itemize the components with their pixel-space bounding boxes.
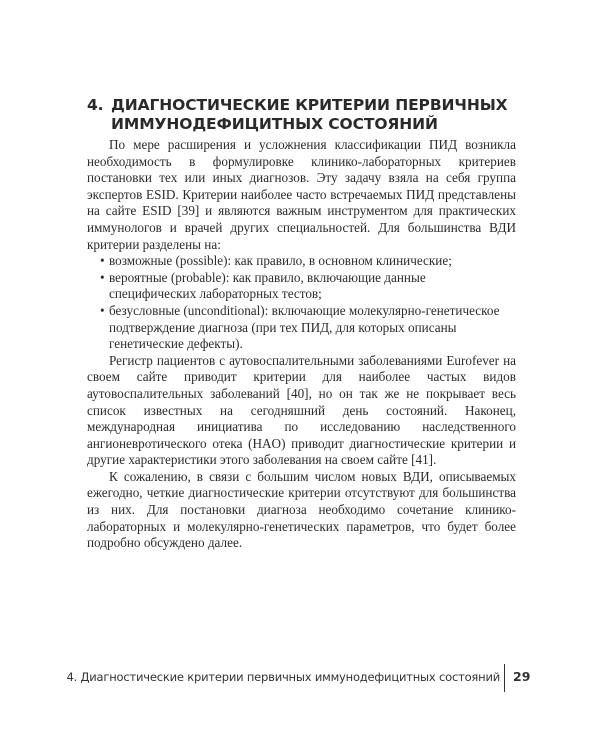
list-item [87, 270, 516, 303]
bullet-marker: • [100, 253, 105, 269]
list-item-text: возможные (possible): как правило, в основном клинические; [109, 253, 452, 269]
section-title-line-2: ИММУНОДЕФИЦИТНЫХ СОСТОЯНИЙ [111, 115, 438, 133]
paragraph-1: По мере расширения и усложнения классификации ПИД возникла необходимость в формулировке клинико-лабораторных критериев постановки тех или иных диагнозов. Эту задачу взяла на себя группа экспертов ESID. Критерии наиболее часто встречаемых ПИД представлены на сайте ESID [39] и являются важным инструментом для практических иммунологов и врачей других специальностей. Для большинства ВДИ критерии разделены на: [87, 137, 516, 252]
list-item-text: безусловные (unconditional): включающие молекулярно-генетическое подтверждение диагноза (при тех ПИД, для которых описаны генетические дефекты). [109, 302, 500, 352]
list-item [87, 303, 516, 353]
list-item [87, 253, 516, 270]
bullet-marker: • [100, 302, 105, 318]
page-number: 29 [513, 669, 531, 684]
paragraph-3: К сожалению, в связи с большим числом новых ВДИ, описываемых ежегодно, четкие диагностические критерии отсутствуют для большинства из них. Для постановки диагноза необходимо сочетание клинико-лабораторных и молекулярно-генетических параметров, что будет более подробно обсуждено далее. [87, 468, 516, 551]
running-title: 4. Диагностические критерии первичных иммунодефицитных состояний [66, 670, 500, 684]
body-text [87, 137, 516, 552]
section-title-line-1: ДИАГНОСТИЧЕСКИЕ КРИТЕРИИ ПЕРВИЧНЫХ [111, 96, 508, 114]
list-item-text: вероятные (probable): как правило, включающие данные специфических лабораторных тестов; [109, 269, 426, 302]
criteria-list [87, 253, 516, 353]
section-heading [87, 96, 527, 134]
footer-divider [504, 664, 505, 692]
bullet-marker: • [100, 269, 105, 285]
page-footer [0, 664, 600, 694]
section-number: 4. [87, 96, 104, 114]
paragraph-2: Регистр пациентов с аутовоспалительными заболеваниями Eurofever на своем сайте приводит критерии для наиболее частых видов аутовоспалительных заболеваний [40], но он так же не покрывает весь список известных на сегодняшний день состояний. Наконец, международная инициатива по исследованию наследственного ангионевротического отека (HAO) приводит диагностические критерии и другие характеристики этого заболевания на своем сайте [41]. [87, 352, 516, 468]
